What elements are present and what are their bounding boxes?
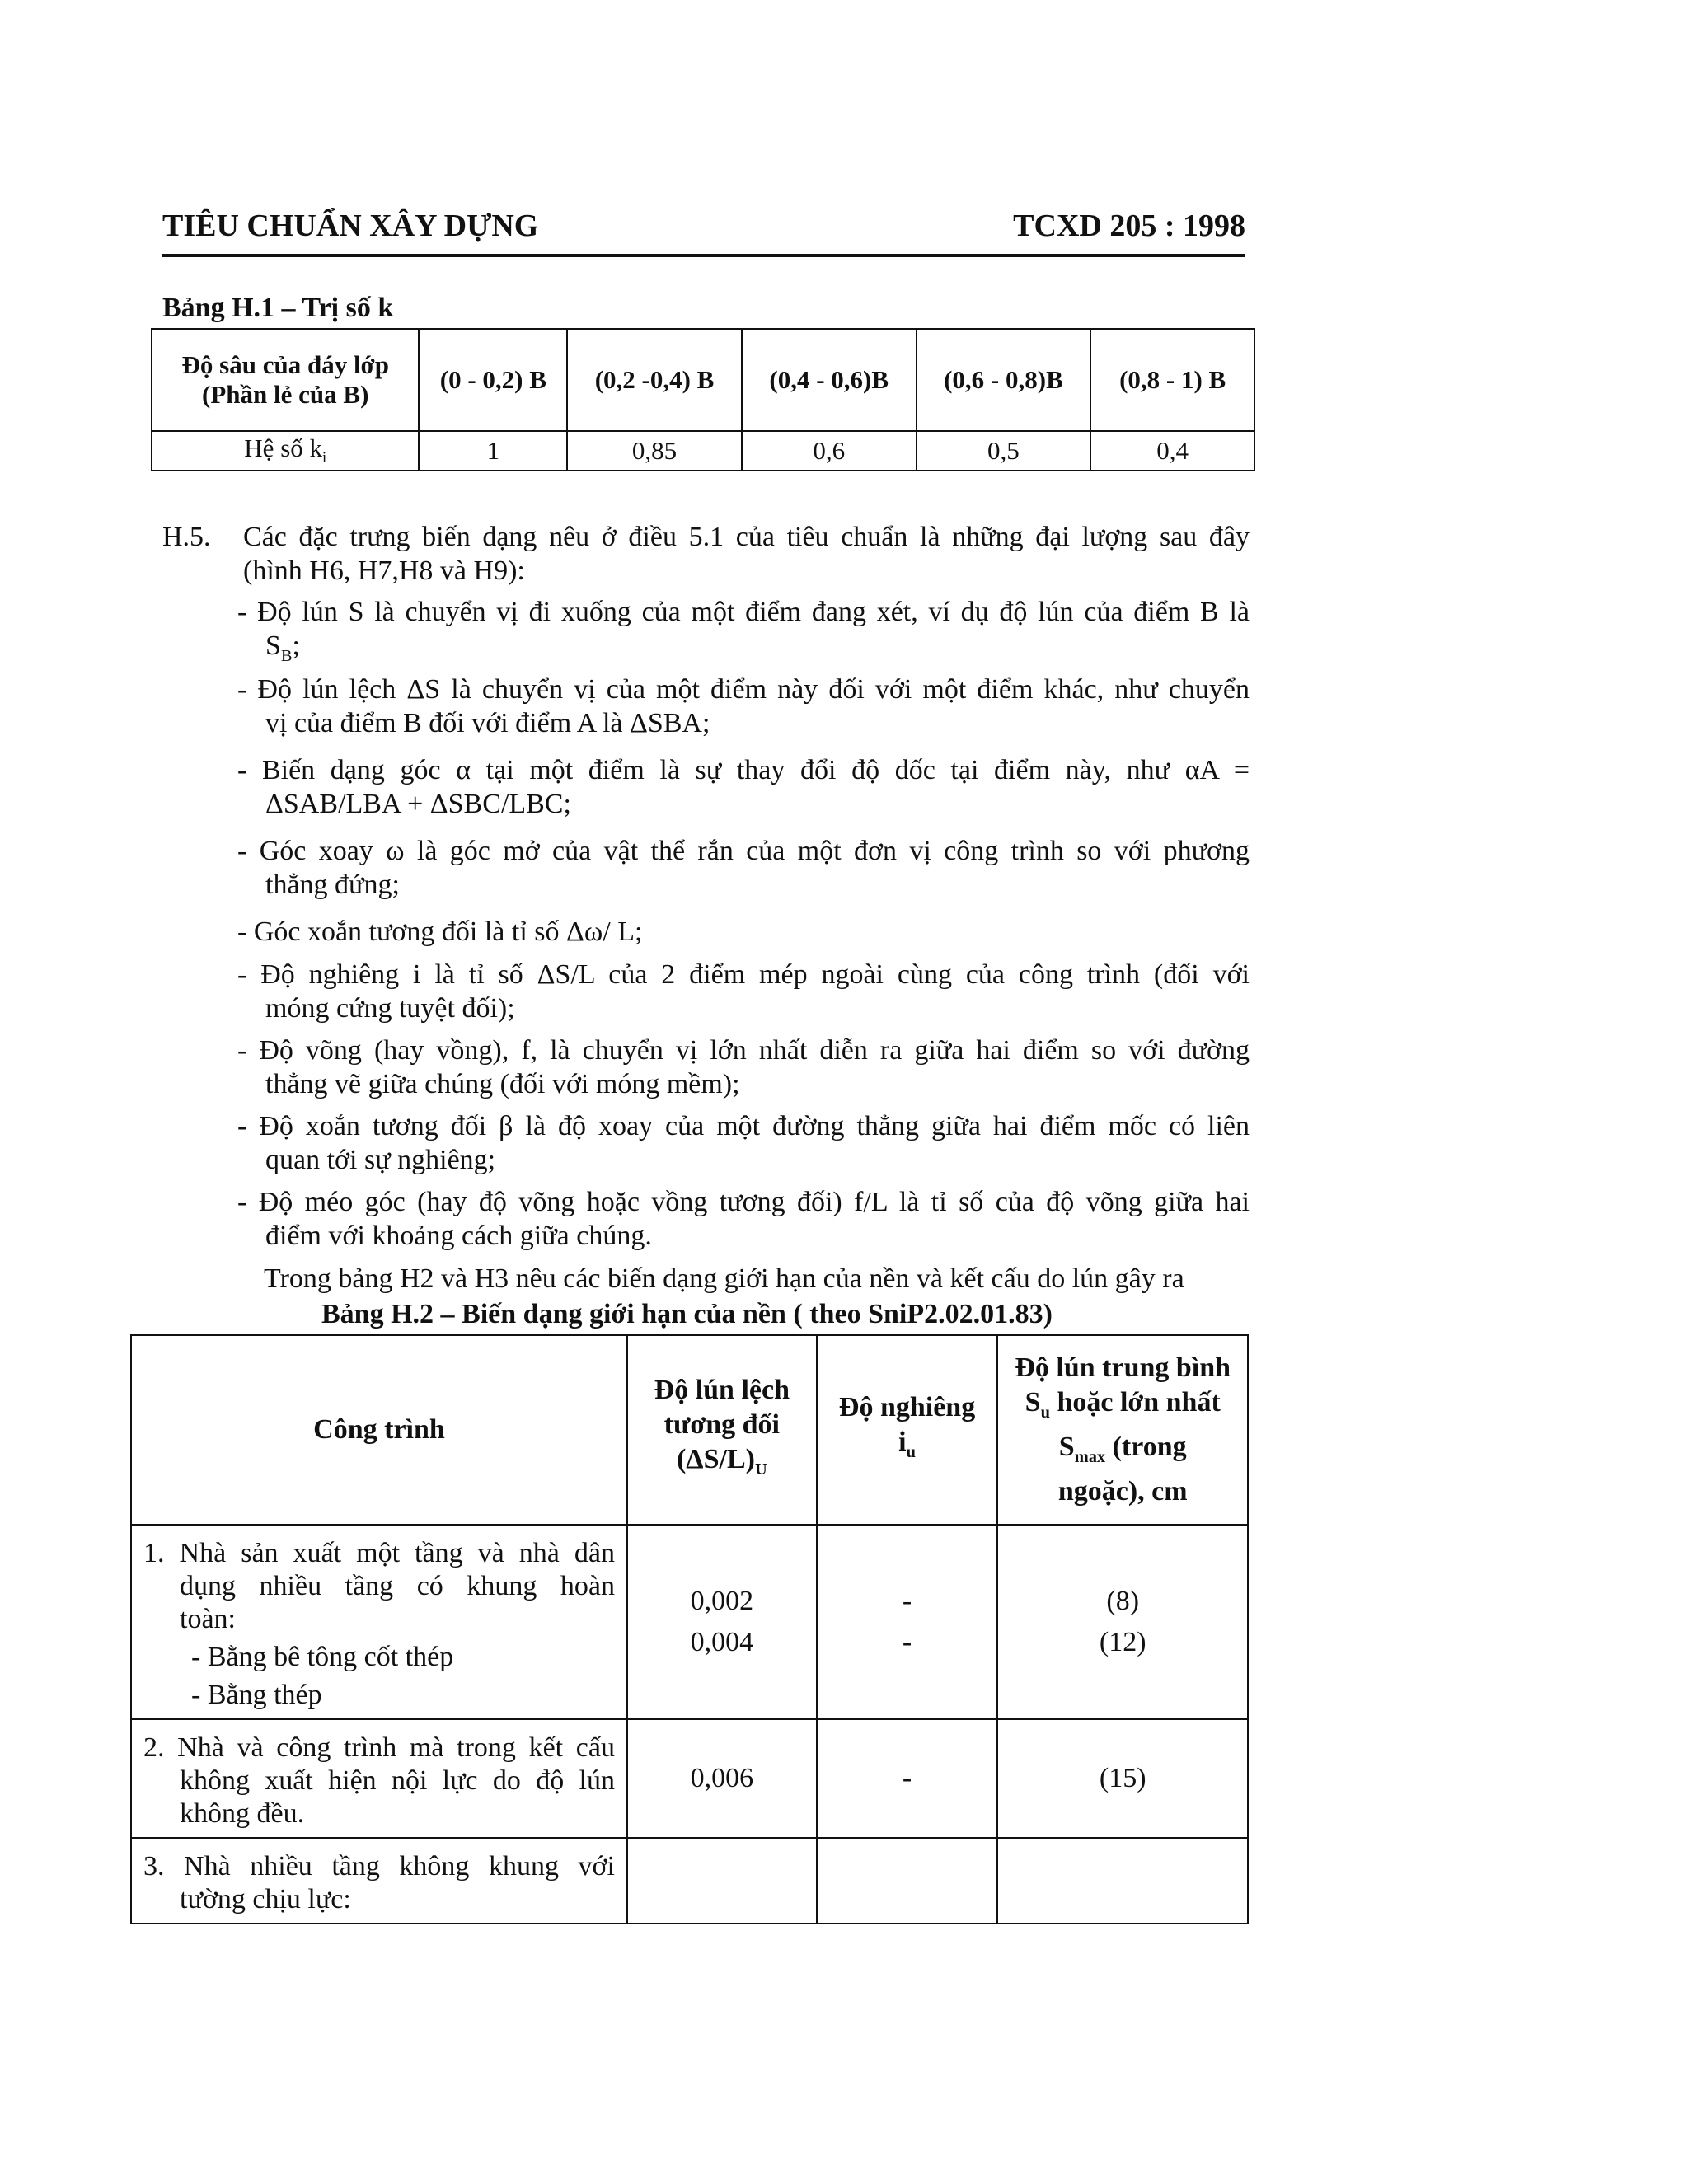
table-k-values bbox=[151, 328, 1255, 471]
table2-row1-relative: 0,002 0,004 bbox=[627, 1525, 817, 1719]
table1-cell: 0,4 bbox=[1090, 431, 1254, 471]
table2-header-relative-settlement: Độ lún lệch tương đối $(\Delta S/L)_U$ bbox=[627, 1335, 817, 1525]
definition-item-tilt: - Độ nghiêng i là tỉ số ΔS/L của 2 điểm mép ngoài cùng của công trình (đối với móng cứng tuyệt đối); bbox=[237, 959, 1250, 1024]
table1-depth-header-line2: (Phần lẻ của B) bbox=[202, 380, 369, 409]
definition-item-angular-strain: - Độ méo góc (hay độ võng hoặc vồng tương đối) f/L là tỉ số của độ võng giữa hai điểm với khoảng cách giữa chúng. bbox=[237, 1187, 1250, 1251]
header-standard-name: TIÊU CHUẨN XÂY DỰNG bbox=[162, 209, 539, 243]
table2-row1-tilt: - - bbox=[817, 1525, 998, 1719]
table2-caption: Bảng H.2 – Biến dạng giới hạn của nền ( theo SniP2.02.01.83) bbox=[321, 1299, 1053, 1329]
section-intro-line2: (hình H6, H7,H8 và H9): bbox=[243, 555, 525, 586]
section-intro-line1: Các đặc trưng biến dạng nêu ở điều 5.1 của tiêu chuẩn là những đại lượng sau đây bbox=[243, 522, 1250, 552]
table2-row2-structure: 2. Nhà và công trình mà trong kết cấu không xuất hiện nội lực do độ lún không đều. bbox=[131, 1719, 627, 1838]
table-row bbox=[131, 1719, 1248, 1838]
table2-row1-structure: 1. Nhà sản xuất một tầng và nhà dân dụng nhiều tầng có khung hoàn toàn: - Bằng bê tông cốt thép - Bằng thép bbox=[131, 1525, 627, 1719]
definition-item-rotation: - Góc xoay ω là góc mở của vật thể rắn của một đơn vị công trình so với phương thẳng đứng; bbox=[237, 836, 1250, 900]
table2-row2-relative: 0,006 bbox=[627, 1719, 817, 1838]
table2-row3-settlement bbox=[997, 1838, 1248, 1924]
table1-caption: Bảng H.1 – Trị số k bbox=[162, 293, 394, 323]
section-number: H.5. bbox=[162, 522, 211, 552]
table1-depth-header-line1: Độ sâu của đáy lớp bbox=[181, 350, 389, 379]
table2-header-tilt: Độ nghiêng $i_u$ bbox=[817, 1335, 998, 1525]
table1-data-row bbox=[152, 431, 1254, 471]
definition-item-relative-twist: - Góc xoắn tương đối là tỉ số Δω/ L; bbox=[237, 916, 643, 947]
table1-col-header: (0,2 -0,4) B bbox=[567, 329, 742, 431]
table1-col-header: (0,4 - 0,6)B bbox=[742, 329, 917, 431]
table2-row1-settlement: (8) (12) bbox=[997, 1525, 1248, 1719]
table2-row2-tilt: - bbox=[817, 1719, 998, 1838]
tables-intro-text: Trong bảng H2 và H3 nêu các biến dạng giới hạn của nền và kết cấu do lún gây ra bbox=[264, 1263, 1184, 1294]
table2-row3-relative bbox=[627, 1838, 817, 1924]
table2-header-average-settlement: Độ lún trung bình $S_u$ hoặc lớn nhất $S_{max}$ (trong ngoặc), cm bbox=[997, 1335, 1248, 1525]
table2-row3-structure: 3. Nhà nhiều tầng không khung với tường chịu lực: bbox=[131, 1838, 627, 1924]
table1-cell: 0,85 bbox=[567, 431, 742, 471]
table2-row2-settlement: (15) bbox=[997, 1719, 1248, 1838]
table2-row3-tilt bbox=[817, 1838, 998, 1924]
table1-depth-header bbox=[152, 329, 419, 431]
header-standard-code: TCXD 205 : 1998 bbox=[1013, 209, 1245, 243]
table-limit-deformations bbox=[130, 1334, 1249, 1924]
table1-cell: 1 bbox=[419, 431, 567, 471]
table1-row-label: Hệ số $k_i$ bbox=[152, 431, 419, 471]
definition-item-angular-distortion: - Biến dạng góc α tại một điểm là sự thay đổi độ dốc tại điểm này, như αA = ΔSAB/LBA + ΔSBC/LBC; bbox=[237, 755, 1250, 819]
definition-item-relative-rotation: - Độ xoắn tương đối β là độ xoay của một đường thẳng giữa hai điểm mốc có liên quan tới sự nghiêng; bbox=[237, 1111, 1250, 1175]
table1-col-header: (0,6 - 0,8)B bbox=[917, 329, 1091, 431]
table1-col-header: (0 - 0,2) B bbox=[419, 329, 567, 431]
definition-item-settlement: - Độ lún S là chuyển vị đi xuống của một điểm đang xét, ví dụ độ lún của điểm B là $S_B$; bbox=[237, 597, 1250, 665]
page-header bbox=[162, 206, 1245, 257]
table2-header-structure: Công trình bbox=[131, 1335, 627, 1525]
table1-cell: 0,6 bbox=[742, 431, 917, 471]
table1-header-row bbox=[152, 329, 1254, 431]
table-row bbox=[131, 1525, 1248, 1719]
table1-cell: 0,5 bbox=[917, 431, 1091, 471]
definition-item-deflection: - Độ võng (hay vồng), f, là chuyển vị lớn nhất diễn ra giữa hai điểm so với đường thẳng vẽ giữa chúng (đối với móng mềm); bbox=[237, 1035, 1250, 1099]
definition-item-differential-settlement: - Độ lún lệch ΔS là chuyển vị của một điểm này đối với một điểm khác, như chuyển vị của điểm B đối với điểm A là ΔSBA; bbox=[237, 674, 1250, 738]
table-row bbox=[131, 1838, 1248, 1924]
table1-col-header: (0,8 - 1) B bbox=[1090, 329, 1254, 431]
table2-header-row bbox=[131, 1335, 1248, 1525]
